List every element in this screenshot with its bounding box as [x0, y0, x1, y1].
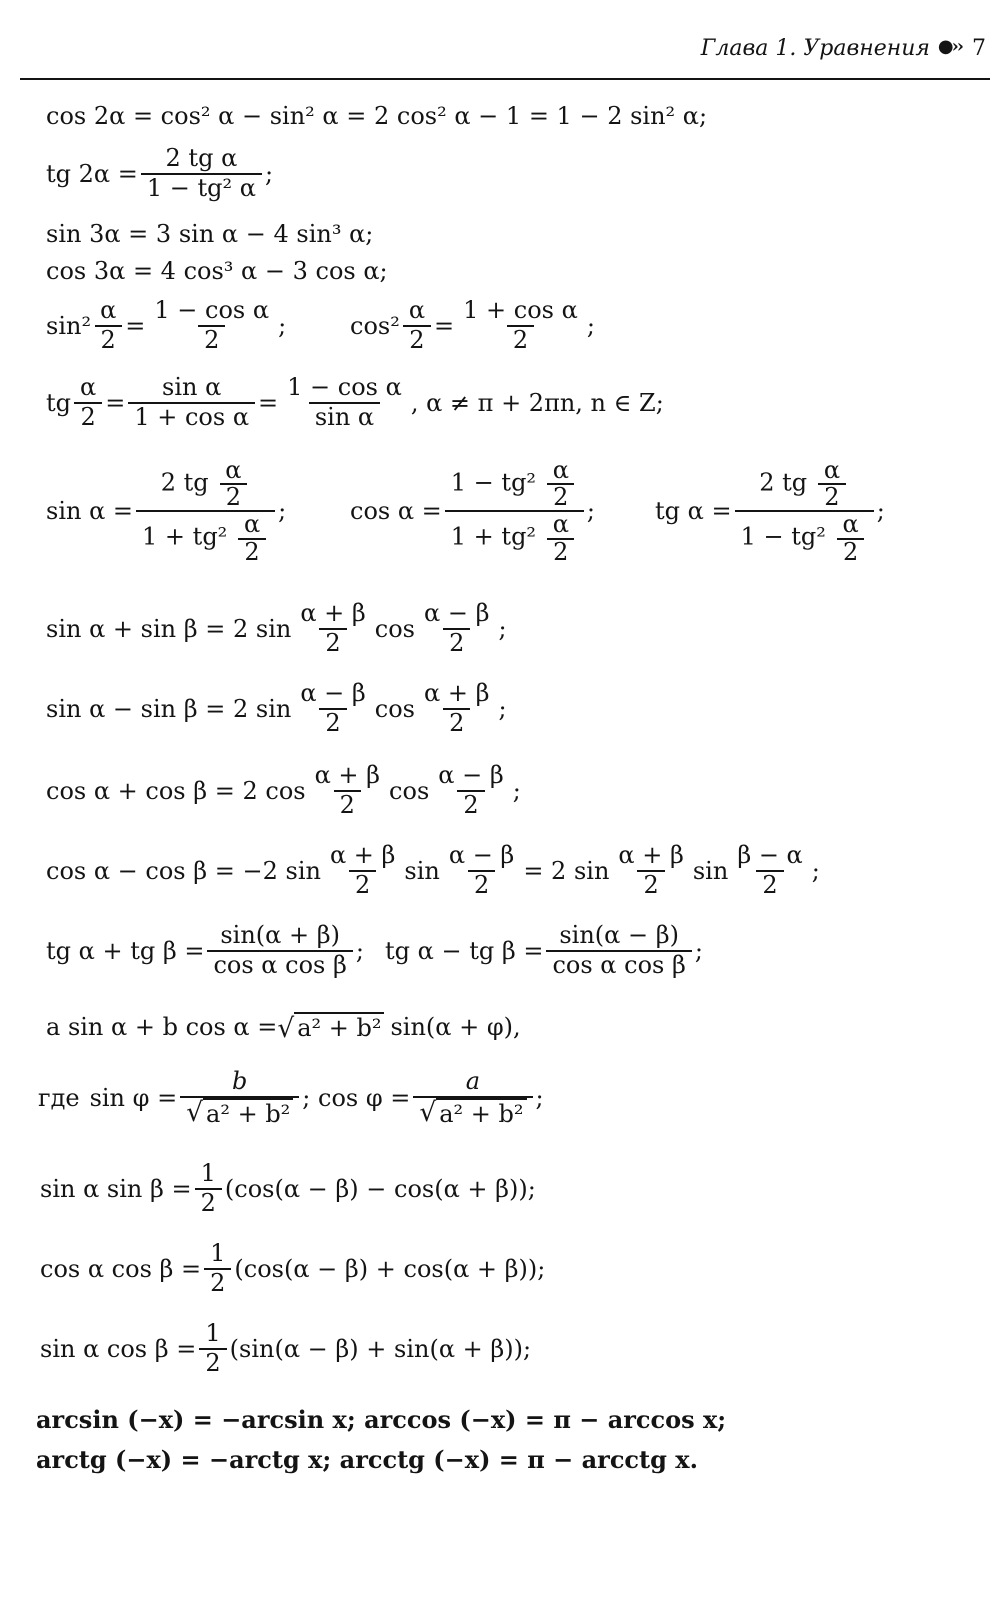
fraction [74, 374, 102, 431]
fraction [207, 922, 352, 979]
formula-sum-of-cosines [46, 762, 521, 819]
function-name: cos [374, 614, 415, 643]
radical-sign: √ [186, 1097, 204, 1129]
fraction [735, 458, 874, 565]
numerator: 1 [205, 1319, 221, 1347]
formula-cos-double [46, 104, 707, 128]
fraction [195, 1160, 222, 1217]
punctuation: ; [498, 694, 507, 723]
denominator: cos α cos β [546, 950, 691, 980]
function-name: sin [692, 856, 729, 885]
fraction [443, 842, 520, 899]
denominator: 2 [220, 483, 247, 510]
punctuation: ; [586, 497, 595, 526]
denominator: 2 [637, 870, 664, 900]
function-name: cos [374, 694, 415, 723]
punctuation: ; [586, 311, 595, 340]
denominator: 2 [74, 402, 101, 432]
radicand: a² + b² [436, 1098, 526, 1129]
denominator: 2 [195, 1188, 222, 1218]
numerator: a [465, 1067, 481, 1095]
fraction [199, 1320, 226, 1377]
numerator-prefix: 1 − tg² [450, 468, 537, 497]
square-root [419, 1098, 526, 1129]
fraction [547, 458, 575, 510]
denominator: 2 [756, 870, 783, 900]
denominator: 2 [443, 708, 470, 738]
formula-text: cos 3α = 4 cos³ α − 3 cos α; [46, 257, 388, 285]
equals-part: = 2 sin [523, 856, 610, 885]
denominator: 2 [199, 1348, 226, 1378]
fraction [818, 458, 846, 510]
formula-lhs: cos α cos β = [40, 1254, 202, 1283]
fraction [238, 512, 266, 564]
fraction [413, 1068, 532, 1128]
formula-text: arctg (−x) = −arctg x; arcctg (−x) = π − arcctg x. [36, 1445, 698, 1474]
numerator: α + β [329, 841, 396, 869]
formula-sin-half-squared [46, 297, 286, 354]
punctuation: ; [811, 856, 820, 885]
denominator-prefix: 1 − tg² [740, 523, 826, 552]
denominator: 2 [403, 325, 430, 355]
denominator: 2 [818, 483, 845, 510]
denominator: 2 [319, 628, 346, 658]
formula-lhs: sin α − sin β = 2 sin [46, 694, 292, 723]
fraction [141, 145, 262, 202]
fraction [418, 680, 495, 737]
fraction [731, 842, 808, 899]
fraction [324, 842, 401, 899]
denominator: sin α [309, 402, 380, 432]
fraction [204, 1240, 231, 1297]
formula-lhs: sin α = [46, 497, 134, 526]
numerator [753, 458, 855, 510]
numerator: α + β [424, 679, 490, 707]
formula-product-sin-sin [40, 1160, 536, 1217]
punctuation: ; [535, 1084, 544, 1113]
numerator [445, 458, 584, 510]
fraction [418, 600, 495, 657]
formula-sum-of-sines [46, 600, 507, 657]
numerator: α + β [300, 599, 366, 627]
denominator: 2 [837, 538, 864, 565]
denominator: 2 [468, 870, 495, 900]
radical-sign: √ [419, 1097, 437, 1129]
denominator: 2 [334, 790, 361, 820]
denominator [735, 510, 874, 564]
formula-text: cos 2α = cos² α − sin² α = 2 cos² α − 1 = 1 − 2 sin² α; [46, 102, 708, 130]
numerator: 1 + cos α [463, 296, 578, 324]
denominator [445, 510, 584, 564]
denominator: 1 + cos α [128, 402, 255, 432]
formula-rhs: (cos(α − β) − cos(α + β)); [224, 1174, 536, 1203]
formula-lhs: ; cos φ = [302, 1084, 411, 1113]
formula-rhs: (sin(α − β) + sin(α + β)); [229, 1334, 532, 1363]
equals-sign: = [125, 311, 146, 340]
numerator: 1 [200, 1159, 216, 1187]
denominator: cos α cos β [207, 950, 352, 980]
denominator-prefix: 1 + tg² [450, 523, 537, 552]
fraction [612, 842, 689, 899]
formula-arc-odd-even-1 [36, 1405, 727, 1434]
ornament-icon: ●›› [937, 36, 962, 57]
formula-sin-universal [46, 458, 286, 565]
denominator: 2 [204, 1268, 231, 1298]
numerator [155, 458, 257, 510]
denominator: 2 [349, 870, 376, 900]
page-number: 7 [972, 36, 986, 61]
punctuation: ; [876, 497, 885, 526]
numerator: α [408, 296, 426, 324]
denominator [413, 1096, 532, 1129]
condition-text: , α ≠ π + 2πn, n ∈ Z; [410, 388, 664, 417]
punctuation: ; [512, 776, 521, 805]
numerator: sin α [162, 373, 222, 401]
formula-lhs: cos² [350, 311, 400, 340]
denominator [180, 1096, 299, 1129]
denominator: 2 [547, 483, 574, 510]
numerator: α + β [618, 841, 684, 869]
formula-lhs: sin² [46, 311, 92, 340]
denominator: 2 [457, 790, 484, 820]
punctuation: ; [278, 311, 287, 340]
denominator: 2 [95, 325, 122, 355]
numerator: α [842, 510, 859, 539]
numerator: β − α [737, 841, 803, 869]
where-label: где [38, 1084, 80, 1113]
formula-arc-odd-even-2 [36, 1445, 698, 1474]
numerator: b [232, 1067, 248, 1095]
denominator [136, 510, 275, 564]
punctuation: ; [278, 497, 287, 526]
radical-sign: √ [277, 1013, 295, 1045]
formula-rhs: (cos(α − β) + cos(α + β)); [234, 1254, 546, 1283]
fraction [219, 458, 247, 510]
denominator-prefix: 1 + tg² [142, 523, 228, 552]
formula-lhs: sin α sin β = [40, 1174, 192, 1203]
formula-cos-half-squared [350, 297, 595, 354]
numerator: sin(α − β) [559, 921, 679, 949]
radicand: a² + b² [294, 1012, 384, 1043]
function-name: cos [389, 776, 430, 805]
numerator: α [243, 510, 261, 539]
formula-tg-double [46, 145, 273, 202]
denominator: 2 [319, 708, 346, 738]
fraction [432, 762, 509, 819]
fraction [281, 374, 408, 431]
numerator: 1 − cos α [287, 373, 402, 401]
formula-difference-of-cosines [46, 842, 820, 899]
numerator: α + β [314, 761, 381, 789]
numerator: α [100, 296, 117, 324]
denominator: 1 − tg² α [141, 173, 262, 203]
numerator: α − β [424, 599, 490, 627]
formula-lhs: sin φ = [89, 1084, 178, 1113]
fraction [546, 922, 691, 979]
formula-tg-universal [655, 458, 885, 565]
formula-lhs: a sin α + b cos α = [46, 1013, 278, 1042]
numerator: α [552, 510, 569, 539]
formula-lhs: tg 2α = [46, 159, 138, 188]
fraction [136, 458, 275, 565]
formula-text: arcsin (−x) = −arcsin x; arccos (−x) = π − arccos x; [36, 1405, 727, 1434]
denominator: 2 [443, 628, 470, 658]
fraction [180, 1068, 299, 1128]
square-root [186, 1098, 293, 1129]
fraction [403, 297, 431, 354]
formula-lhs: cos α = [350, 497, 442, 526]
formula-auxiliary-angle [46, 1012, 521, 1043]
radicand: a² + b² [203, 1098, 293, 1129]
formula-tg-half [46, 374, 664, 431]
numerator: α [552, 456, 569, 484]
fraction [309, 762, 386, 819]
fraction [94, 297, 122, 354]
equals-sign: = [434, 311, 455, 340]
formula-lhs: tg α + tg β = [46, 936, 205, 965]
formula-sin-triple [46, 222, 373, 246]
denominator: 2 [198, 325, 225, 355]
denominator: 2 [547, 538, 574, 565]
formula-text: sin 3α = 3 sin α − 4 sin³ α; [46, 220, 374, 248]
numerator: sin(α + β) [220, 921, 340, 949]
numerator: α − β [300, 679, 366, 707]
formula-product-cos-cos [40, 1240, 545, 1297]
equals-sign: = [105, 388, 126, 417]
denominator: 2 [238, 538, 265, 565]
formula-cos-universal [350, 458, 595, 565]
punctuation: ; [264, 159, 274, 188]
equals-sign: = [258, 388, 279, 417]
formula-cos-triple [46, 259, 388, 283]
fraction [128, 374, 255, 431]
numerator: α [80, 373, 97, 401]
chapter-title: Глава 1. Уравнения [700, 36, 930, 61]
formula-lhs: sin α + sin β = 2 sin [46, 614, 292, 643]
formula-tg-sum [46, 922, 364, 979]
formula-difference-of-sines [46, 680, 507, 737]
numerator: α − β [448, 841, 515, 869]
punctuation: ; [694, 936, 703, 965]
formula-product-sin-cos [40, 1320, 531, 1377]
numerator: 2 tg α [165, 144, 238, 172]
formula-rhs: sin(α + φ), [390, 1013, 521, 1042]
fraction [837, 512, 865, 564]
fraction [457, 297, 584, 354]
numerator-prefix: 2 tg [160, 468, 209, 497]
square-root [277, 1012, 384, 1043]
formula-phi-definition [38, 1068, 544, 1128]
fraction [148, 297, 275, 354]
formula-lhs: cos α − cos β = −2 sin [46, 856, 321, 885]
fraction [547, 512, 575, 564]
numerator: 1 − cos α [154, 296, 270, 324]
formula-tg-difference [385, 922, 703, 979]
formula-lhs: tg [46, 388, 72, 417]
formula-lhs: sin α cos β = [40, 1334, 197, 1363]
numerator-prefix: 2 tg [759, 468, 808, 497]
numerator: 1 [210, 1239, 226, 1267]
numerator: α − β [438, 761, 504, 789]
numerator: α [823, 456, 841, 484]
running-header [20, 0, 990, 80]
punctuation: ; [355, 936, 364, 965]
fraction [294, 680, 371, 737]
formula-lhs: cos α + cos β = 2 cos [46, 776, 306, 805]
formula-lhs: tg α = [655, 497, 732, 526]
fraction [294, 600, 371, 657]
denominator: 2 [507, 325, 534, 355]
numerator: α [225, 456, 242, 484]
formula-lhs: tg α − tg β = [385, 936, 544, 965]
punctuation: ; [498, 614, 507, 643]
function-name: sin [404, 856, 440, 885]
fraction [445, 458, 584, 565]
